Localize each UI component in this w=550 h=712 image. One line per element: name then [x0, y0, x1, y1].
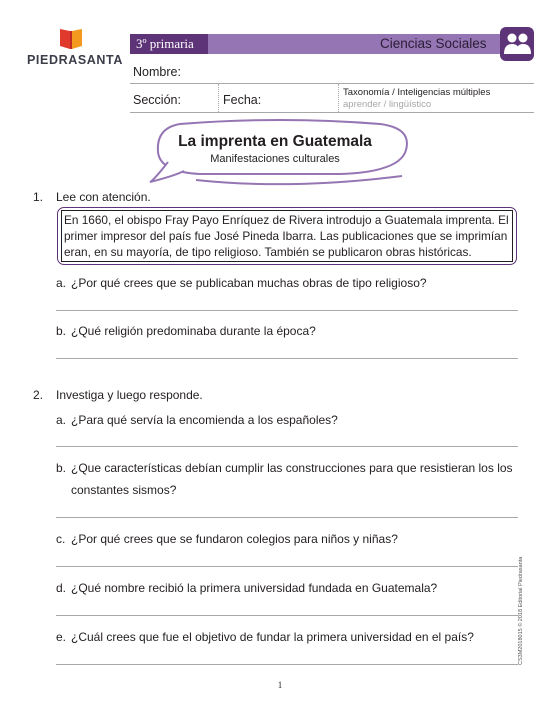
seccion-label: Sección:	[133, 93, 181, 107]
question-text: ¿Por qué crees que se publicaban muchas obras de tipo religioso?	[71, 276, 427, 290]
field-divider	[338, 84, 339, 112]
fecha-label: Fecha:	[223, 93, 262, 107]
question-text: ¿Que características debían cumplir las construcciones para que resistieran los los	[71, 461, 513, 475]
answer-line[interactable]	[56, 446, 518, 447]
question-letter: e.	[56, 630, 67, 644]
nombre-field[interactable]	[130, 83, 534, 84]
answer-line[interactable]	[56, 664, 518, 665]
question-text: ¿Por qué crees que se fundaron colegios para niños y niñas?	[71, 532, 398, 546]
question-letter: b.	[56, 461, 67, 475]
question-letter: b.	[56, 324, 67, 338]
question-text: ¿Qué nombre recibió la primera universidad fundada en Guatemala?	[71, 581, 438, 595]
answer-line[interactable]	[56, 615, 518, 616]
nombre-label: Nombre:	[133, 65, 181, 79]
seccion-field[interactable]	[130, 112, 534, 113]
section-2-number: 2.	[33, 388, 44, 402]
question-letter: c.	[56, 532, 66, 546]
section-1-number: 1.	[33, 190, 44, 204]
question-text: ¿Qué religión predominaba durante la época?	[71, 324, 316, 338]
answer-line[interactable]	[56, 358, 518, 359]
question-text: ¿Para qué servía la encomienda a los españoles?	[71, 413, 338, 427]
worksheet-title: La imprenta en Guatemala	[178, 133, 372, 150]
side-copyright-code: CS3M2018015 © 2018 Editorial Piedrasanta	[518, 556, 524, 665]
piedrasanta-logo-icon	[58, 26, 84, 50]
section-2-instruction: Investiga y luego responde.	[56, 388, 203, 402]
page-number: 1	[277, 680, 283, 690]
group-icon	[500, 27, 534, 61]
question-letter: a.	[56, 276, 67, 290]
question-letter: a.	[56, 413, 67, 427]
taxonomy-title: Taxonomía / Inteligencias múltiples	[343, 87, 491, 98]
answer-line[interactable]	[56, 517, 518, 518]
subject-label: Ciencias Sociales	[380, 36, 487, 51]
question-text: ¿Cuál crees que fue el objetivo de fundar la primera universidad en el país?	[71, 630, 474, 644]
field-divider	[218, 84, 219, 112]
answer-line[interactable]	[56, 566, 518, 567]
publisher-logo-text: PIEDRASANTA	[27, 53, 123, 67]
grade-label: 3º primaria	[136, 36, 194, 51]
answer-line[interactable]	[56, 310, 518, 311]
worksheet-subtitle: Manifestaciones culturales	[210, 153, 340, 165]
section-1-instruction: Lee con atención.	[56, 190, 151, 204]
reading-passage: En 1660, el obispo Fray Payo Enríquez de Rivera introdujo a Guatemala imprenta. El primer impresor del país fue José Pineda Ibarra. Las publicaciones que se imprimían eran, en su mayoría, de tipo religioso. También se publicaron obras históricas.	[64, 213, 509, 259]
taxonomy-subtitle: aprender / lingüístico	[343, 99, 432, 110]
question-text-continued: constantes sismos?	[71, 483, 177, 497]
question-letter: d.	[56, 581, 67, 595]
